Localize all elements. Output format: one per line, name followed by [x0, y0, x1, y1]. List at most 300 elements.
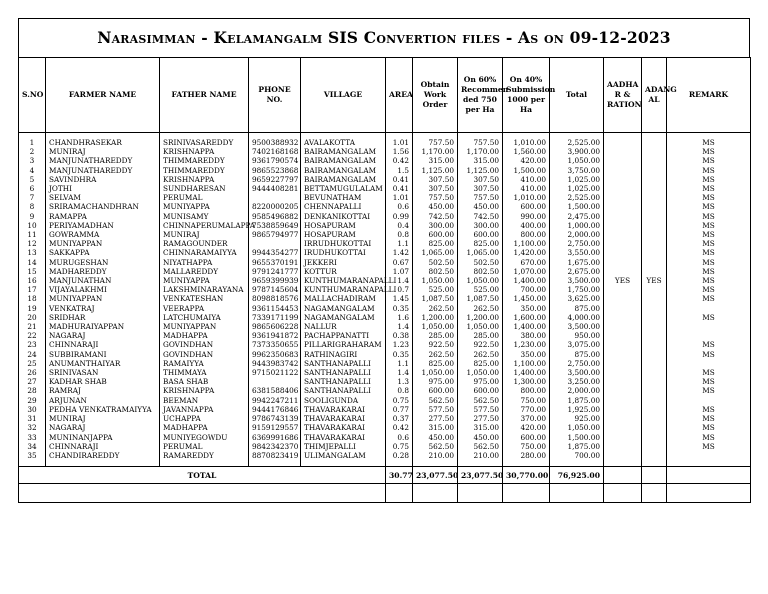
- cell-farmer-name: MUNINANJAPPA: [46, 433, 160, 442]
- header-recommended: On 60% Recommen ded 750 per Ha: [458, 58, 503, 133]
- cell-recommended: 975.00: [458, 377, 503, 386]
- cell-submission: 770.00: [503, 405, 550, 414]
- cell-obtain-work-order: 975.00: [413, 377, 458, 386]
- cell-obtain-work-order: 277.50: [413, 414, 458, 423]
- cell-sno: 15: [19, 267, 46, 276]
- cell-father-name: CHINNARAMAIYYA: [160, 248, 249, 257]
- cell-remark: MS: [667, 258, 751, 267]
- cell-remark: MS: [667, 147, 751, 156]
- cell-aadhar-ration: [604, 248, 642, 257]
- cell-phone: 9865523868: [249, 166, 301, 175]
- cell-total: 875.00: [550, 304, 604, 313]
- table-row: [19, 202, 751, 211]
- cell-village: PACHAPPANATTI: [301, 331, 386, 340]
- cell-total: 2,525.00: [550, 193, 604, 202]
- cell-village: BAIRAMANGALAM: [301, 147, 386, 156]
- header-aadhar-ration: AADHA R & RATION: [604, 58, 642, 133]
- cell-aadhar-ration: [604, 340, 642, 349]
- table-row: [19, 221, 751, 230]
- cell-farmer-name: NAGARAJ: [46, 423, 160, 432]
- cell-total: 4,000.00: [550, 313, 604, 322]
- cell-total: 2,000.00: [550, 386, 604, 395]
- cell-phone: [249, 377, 301, 386]
- cell-submission: 800.00: [503, 386, 550, 395]
- cell-phone: 9361154453: [249, 304, 301, 313]
- table-row: [19, 147, 751, 156]
- cell-total: 3,900.00: [550, 147, 604, 156]
- cell-phone: 8098818576: [249, 294, 301, 303]
- cell-adangal: [642, 166, 667, 175]
- cell-father-name: MADHAPPA: [160, 331, 249, 340]
- cell-adangal: [642, 405, 667, 414]
- table-row: [19, 175, 751, 184]
- cell-village: KUNTHUMARANAPALLI: [301, 276, 386, 285]
- table-row: [19, 184, 751, 193]
- cell-remark: [667, 359, 751, 368]
- total-aadhar-empty: [604, 467, 642, 484]
- cell-adangal: [642, 414, 667, 423]
- cell-area: 0.6: [386, 433, 413, 442]
- cell-recommended: 307.50: [458, 184, 503, 193]
- table-row: [19, 156, 751, 165]
- cell-obtain-work-order: 825.00: [413, 359, 458, 368]
- cell-adangal: [642, 202, 667, 211]
- cell-farmer-name: MANJUNATHAN: [46, 276, 160, 285]
- cell-farmer-name: RAMAPPA: [46, 212, 160, 221]
- cell-total: 1,050.00: [550, 423, 604, 432]
- table-row: [19, 433, 751, 442]
- cell-submission: 410.00: [503, 175, 550, 184]
- cell-phone: 9585496882: [249, 212, 301, 221]
- cell-recommended: 300.00: [458, 221, 503, 230]
- cell-remark: MS: [667, 414, 751, 423]
- cell-farmer-name: KADHAR SHAB: [46, 377, 160, 386]
- total-recommended: 23,077.50: [458, 467, 503, 484]
- cell-father-name: UCHAPPA: [160, 414, 249, 423]
- table-row: [19, 386, 751, 395]
- cell-recommended: 1,050.00: [458, 276, 503, 285]
- cell-recommended: 1,125.00: [458, 166, 503, 175]
- cell-sno: 21: [19, 322, 46, 331]
- cell-village: SANTHANAPALLI: [301, 377, 386, 386]
- table-row: [19, 451, 751, 460]
- cell-sno: 16: [19, 276, 46, 285]
- cell-submission: 1,230.00: [503, 340, 550, 349]
- cell-obtain-work-order: 262.50: [413, 350, 458, 359]
- cell-remark: MS: [667, 350, 751, 359]
- cell-aadhar-ration: [604, 442, 642, 451]
- cell-phone: 9715021122: [249, 368, 301, 377]
- cell-submission: 1,010.00: [503, 193, 550, 202]
- cell-farmer-name: SRIDHAR: [46, 313, 160, 322]
- cell-area: 1.5: [386, 166, 413, 175]
- cell-phone: 9361790574: [249, 156, 301, 165]
- cell-area: 0.41: [386, 184, 413, 193]
- cell-total: 2,750.00: [550, 239, 604, 248]
- cell-village: PILLARIGRAHARAM: [301, 340, 386, 349]
- cell-father-name: MUNIYAPPA: [160, 276, 249, 285]
- cell-total: 2,750.00: [550, 359, 604, 368]
- table-row: [19, 230, 751, 239]
- cell-sno: 4: [19, 166, 46, 175]
- cell-recommended: 262.50: [458, 350, 503, 359]
- footer-blank-row: [19, 484, 751, 503]
- cell-remark: MS: [667, 294, 751, 303]
- cell-adangal: [642, 433, 667, 442]
- cell-aadhar-ration: [604, 212, 642, 221]
- cell-remark: MS: [667, 285, 751, 294]
- cell-sno: 17: [19, 285, 46, 294]
- cell-village: KOTTUR: [301, 267, 386, 276]
- cell-area: 1.3: [386, 377, 413, 386]
- cell-father-name: BEEMAN: [160, 396, 249, 405]
- cell-aadhar-ration: [604, 193, 642, 202]
- cell-farmer-name: SRIRAMACHANDHRAN: [46, 202, 160, 211]
- cell-adangal: [642, 359, 667, 368]
- cell-father-name: THIMMAREDDY: [160, 156, 249, 165]
- cell-total: 3,500.00: [550, 322, 604, 331]
- cell-village: THAVARAKARAI: [301, 423, 386, 432]
- table-row: [19, 193, 751, 202]
- cell-obtain-work-order: 600.00: [413, 230, 458, 239]
- cell-recommended: 600.00: [458, 230, 503, 239]
- farmers-table: [18, 57, 751, 503]
- cell-aadhar-ration: [604, 322, 642, 331]
- cell-phone: 9444176846: [249, 405, 301, 414]
- cell-recommended: 742.50: [458, 212, 503, 221]
- cell-village: THAVARAKARAI: [301, 405, 386, 414]
- cell-adangal: [642, 423, 667, 432]
- cell-phone: 7402168168: [249, 147, 301, 156]
- total-submission: 30,770.00: [503, 467, 550, 484]
- cell-total: 3,500.00: [550, 276, 604, 285]
- cell-sno: 11: [19, 230, 46, 239]
- cell-farmer-name: VIJAYALAKHMI: [46, 285, 160, 294]
- cell-father-name: VENKATESHAN: [160, 294, 249, 303]
- cell-adangal: [642, 230, 667, 239]
- cell-remark: [667, 304, 751, 313]
- cell-farmer-name: CHANDHRASEKAR: [46, 138, 160, 147]
- cell-submission: 800.00: [503, 230, 550, 239]
- cell-remark: MS: [667, 230, 751, 239]
- cell-farmer-name: SAVINDHRA: [46, 175, 160, 184]
- cell-aadhar-ration: [604, 285, 642, 294]
- cell-sno: 27: [19, 377, 46, 386]
- cell-adangal: [642, 304, 667, 313]
- cell-remark: MS: [667, 405, 751, 414]
- cell-farmer-name: PEDHA VENKATRAMAIYYA: [46, 405, 160, 414]
- cell-submission: 350.00: [503, 304, 550, 313]
- cell-submission: 1,600.00: [503, 313, 550, 322]
- cell-area: 0.41: [386, 175, 413, 184]
- header-total: Total: [550, 58, 604, 133]
- cell-farmer-name: MUNIYAPPAN: [46, 239, 160, 248]
- cell-father-name: VEERAPPA: [160, 304, 249, 313]
- cell-obtain-work-order: 922.50: [413, 340, 458, 349]
- cell-village: NAGAMANGALAM: [301, 304, 386, 313]
- cell-recommended: 1,200.00: [458, 313, 503, 322]
- cell-adangal: [642, 258, 667, 267]
- cell-submission: 400.00: [503, 221, 550, 230]
- cell-total: 2,475.00: [550, 212, 604, 221]
- cell-adangal: [642, 322, 667, 331]
- cell-remark: MS: [667, 340, 751, 349]
- table-row: [19, 405, 751, 414]
- cell-aadhar-ration: [604, 331, 642, 340]
- cell-recommended: 1,050.00: [458, 368, 503, 377]
- cell-aadhar-ration: [604, 386, 642, 395]
- cell-remark: MS: [667, 166, 751, 175]
- cell-village: SANTHANAPALLI: [301, 386, 386, 395]
- cell-remark: [667, 322, 751, 331]
- cell-area: 1.01: [386, 138, 413, 147]
- cell-obtain-work-order: 1,050.00: [413, 322, 458, 331]
- cell-phone: 8220000205: [249, 202, 301, 211]
- table-row: [19, 267, 751, 276]
- cell-farmer-name: NAGARAJ: [46, 331, 160, 340]
- cell-total: 1,500.00: [550, 202, 604, 211]
- cell-aadhar-ration: [604, 147, 642, 156]
- cell-area: 0.67: [386, 258, 413, 267]
- cell-recommended: 210.00: [458, 451, 503, 460]
- cell-remark: [667, 396, 751, 405]
- cell-submission: 1,400.00: [503, 276, 550, 285]
- cell-obtain-work-order: 1,087.50: [413, 294, 458, 303]
- cell-total: 3,075.00: [550, 340, 604, 349]
- cell-sno: 19: [19, 304, 46, 313]
- cell-sno: 29: [19, 396, 46, 405]
- cell-obtain-work-order: 450.00: [413, 433, 458, 442]
- cell-aadhar-ration: YES: [604, 276, 642, 285]
- cell-aadhar-ration: [604, 359, 642, 368]
- cell-recommended: 315.00: [458, 156, 503, 165]
- table-row: [19, 350, 751, 359]
- cell-phone: 7339171199: [249, 313, 301, 322]
- cell-sno: 28: [19, 386, 46, 395]
- cell-obtain-work-order: 1,200.00: [413, 313, 458, 322]
- cell-total: 1,025.00: [550, 175, 604, 184]
- cell-obtain-work-order: 757.50: [413, 138, 458, 147]
- cell-aadhar-ration: [604, 433, 642, 442]
- cell-phone: 9944354277: [249, 248, 301, 257]
- cell-aadhar-ration: [604, 304, 642, 313]
- cell-obtain-work-order: 307.50: [413, 184, 458, 193]
- cell-remark: MS: [667, 193, 751, 202]
- cell-obtain-work-order: 210.00: [413, 451, 458, 460]
- cell-village: BEVUNATHAM: [301, 193, 386, 202]
- cell-obtain-work-order: 825.00: [413, 239, 458, 248]
- total-adangal-empty: [642, 467, 667, 484]
- cell-village: KUNTHUMARANAPALLI: [301, 285, 386, 294]
- cell-obtain-work-order: 802.50: [413, 267, 458, 276]
- cell-total: 3,750.00: [550, 166, 604, 175]
- cell-area: 0.42: [386, 423, 413, 432]
- cell-phone: 9865794977: [249, 230, 301, 239]
- cell-farmer-name: ARJUNAN: [46, 396, 160, 405]
- cell-area: 0.28: [386, 451, 413, 460]
- cell-father-name: MUNIYAPPAN: [160, 322, 249, 331]
- cell-village: RATHINAGIRI: [301, 350, 386, 359]
- cell-area: 0.7: [386, 285, 413, 294]
- cell-submission: 1,010.00: [503, 138, 550, 147]
- cell-village: MALLACHADIRAM: [301, 294, 386, 303]
- table-row: [19, 368, 751, 377]
- cell-remark: MS: [667, 248, 751, 257]
- cell-aadhar-ration: [604, 239, 642, 248]
- cell-recommended: 825.00: [458, 359, 503, 368]
- cell-submission: 750.00: [503, 442, 550, 451]
- header-obtain-work-order: Obtain Work Order: [413, 58, 458, 133]
- cell-father-name: JAVANNAPPA: [160, 405, 249, 414]
- cell-aadhar-ration: [604, 184, 642, 193]
- cell-phone: 9443983742: [249, 359, 301, 368]
- cell-area: 0.75: [386, 396, 413, 405]
- cell-submission: 1,420.00: [503, 248, 550, 257]
- cell-total: 1,675.00: [550, 258, 604, 267]
- cell-total: 3,500.00: [550, 368, 604, 377]
- cell-adangal: [642, 175, 667, 184]
- cell-aadhar-ration: [604, 405, 642, 414]
- cell-area: 0.35: [386, 350, 413, 359]
- cell-submission: 410.00: [503, 184, 550, 193]
- cell-village: HOSAPURAM: [301, 230, 386, 239]
- cell-remark: MS: [667, 156, 751, 165]
- cell-area: 0.75: [386, 442, 413, 451]
- cell-submission: 1,400.00: [503, 322, 550, 331]
- cell-area: 0.4: [386, 221, 413, 230]
- cell-sno: 31: [19, 414, 46, 423]
- cell-total: 3,625.00: [550, 294, 604, 303]
- cell-village: THIMJEPALLI: [301, 442, 386, 451]
- cell-sno: 9: [19, 212, 46, 221]
- cell-aadhar-ration: [604, 230, 642, 239]
- cell-father-name: PERUMAL: [160, 442, 249, 451]
- cell-remark: MS: [667, 368, 751, 377]
- cell-submission: 600.00: [503, 202, 550, 211]
- header-phone: PHONE NO.: [249, 58, 301, 133]
- cell-sno: 10: [19, 221, 46, 230]
- cell-area: 0.38: [386, 331, 413, 340]
- cell-adangal: [642, 368, 667, 377]
- cell-father-name: RAMAIYYA: [160, 359, 249, 368]
- totals-row: [19, 467, 751, 484]
- header-row: [19, 58, 751, 133]
- cell-village: CHENNAPALLI: [301, 202, 386, 211]
- cell-area: 1.56: [386, 147, 413, 156]
- cell-obtain-work-order: 1,050.00: [413, 368, 458, 377]
- cell-sno: 32: [19, 423, 46, 432]
- cell-area: 0.42: [386, 156, 413, 165]
- cell-village: BAIRAMANGALAM: [301, 156, 386, 165]
- table-row: [19, 294, 751, 303]
- cell-sno: 14: [19, 258, 46, 267]
- cell-remark: MS: [667, 212, 751, 221]
- grand-total: 76,925.00: [550, 467, 604, 484]
- cell-adangal: [642, 285, 667, 294]
- cell-obtain-work-order: 285.00: [413, 331, 458, 340]
- table-row: [19, 285, 751, 294]
- cell-remark: MS: [667, 313, 751, 322]
- cell-obtain-work-order: 315.00: [413, 423, 458, 432]
- cell-submission: 380.00: [503, 331, 550, 340]
- cell-phone: 9842342370: [249, 442, 301, 451]
- cell-father-name: BASA SHAB: [160, 377, 249, 386]
- cell-recommended: 307.50: [458, 175, 503, 184]
- cell-remark: MS: [667, 423, 751, 432]
- cell-phone: 6381588406: [249, 386, 301, 395]
- cell-sno: 23: [19, 340, 46, 349]
- cell-aadhar-ration: [604, 258, 642, 267]
- cell-village: IRUDHUKOTTAI: [301, 248, 386, 257]
- cell-remark: MS: [667, 386, 751, 395]
- cell-obtain-work-order: 562.50: [413, 396, 458, 405]
- cell-total: 3,250.00: [550, 377, 604, 386]
- cell-aadhar-ration: [604, 138, 642, 147]
- cell-phone: 9787145604: [249, 285, 301, 294]
- header-area: AREA: [386, 58, 413, 133]
- cell-total: 1,000.00: [550, 221, 604, 230]
- cell-obtain-work-order: 600.00: [413, 386, 458, 395]
- cell-aadhar-ration: [604, 221, 642, 230]
- cell-aadhar-ration: [604, 156, 642, 165]
- cell-obtain-work-order: 1,050.00: [413, 276, 458, 285]
- cell-adangal: [642, 147, 667, 156]
- cell-remark: MS: [667, 433, 751, 442]
- cell-farmer-name: MADHURAIYAPPAN: [46, 322, 160, 331]
- cell-recommended: 502.50: [458, 258, 503, 267]
- cell-area: 1.45: [386, 294, 413, 303]
- cell-father-name: SRINIVASAREDDY: [160, 138, 249, 147]
- cell-total: 1,050.00: [550, 156, 604, 165]
- cell-adangal: [642, 221, 667, 230]
- table-row: [19, 359, 751, 368]
- cell-farmer-name: ANUMANTHAIYAR: [46, 359, 160, 368]
- table-row: [19, 248, 751, 257]
- cell-father-name: RAMAREDDY: [160, 451, 249, 460]
- cell-recommended: 1,170.00: [458, 147, 503, 156]
- cell-farmer-name: MUNIRAJ: [46, 414, 160, 423]
- cell-sno: 13: [19, 248, 46, 257]
- cell-phone: 9655370191: [249, 258, 301, 267]
- cell-village: BETTAMUGULALAM: [301, 184, 386, 193]
- cell-submission: 1,100.00: [503, 239, 550, 248]
- cell-area: 1.23: [386, 340, 413, 349]
- cell-father-name: MUNIYAPPA: [160, 202, 249, 211]
- cell-remark: [667, 451, 751, 460]
- table-row: [19, 138, 751, 147]
- cell-adangal: [642, 451, 667, 460]
- cell-farmer-name: MANJUNATHAREDDY: [46, 166, 160, 175]
- cell-father-name: GOVINDHAN: [160, 350, 249, 359]
- cell-adangal: [642, 377, 667, 386]
- cell-area: 1.4: [386, 368, 413, 377]
- cell-phone: 9500388932: [249, 138, 301, 147]
- report-sheet: [18, 18, 750, 574]
- cell-total: 3,550.00: [550, 248, 604, 257]
- cell-father-name: KRISHNAPPA: [160, 147, 249, 156]
- cell-sno: 26: [19, 368, 46, 377]
- cell-village: AVALAKOTTA: [301, 138, 386, 147]
- cell-aadhar-ration: [604, 414, 642, 423]
- cell-total: 700.00: [550, 451, 604, 460]
- cell-area: 1.6: [386, 313, 413, 322]
- cell-submission: 1,100.00: [503, 359, 550, 368]
- cell-adangal: [642, 294, 667, 303]
- cell-phone: 9962350683: [249, 350, 301, 359]
- total-obtain-work-order: 23,077.50: [413, 467, 458, 484]
- cell-phone: [249, 193, 301, 202]
- cell-phone: 8870823419: [249, 451, 301, 460]
